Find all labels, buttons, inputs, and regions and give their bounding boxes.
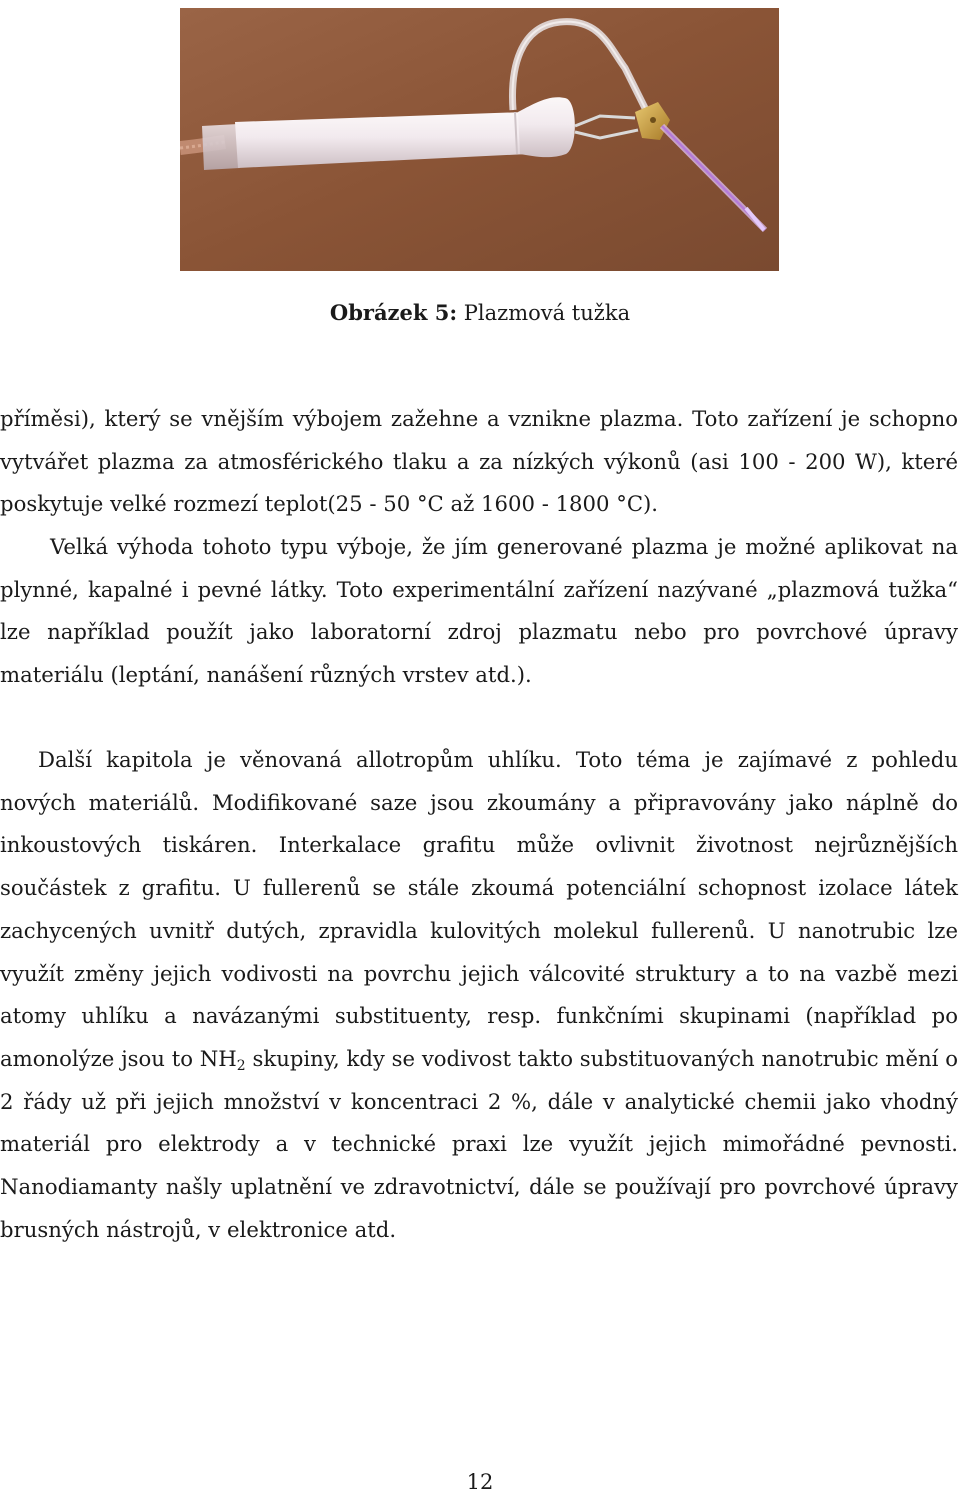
subscript-two: 2 — [236, 1057, 246, 1074]
paragraph-1-text: příměsi), který se vnějším výbojem zažehne a vznikne plazma. Toto zařízení je schopno vytvářet plazma za atmosférického tlaku a za nízkých výkonů (asi 100 - 200 W), které poskytuje velké rozmezí teplot(25 - 50 °C až 1600 - 1800 °C). — [0, 406, 958, 517]
figure-photo-plasma-pencil — [180, 8, 779, 271]
photo-sleeve — [202, 124, 240, 170]
paragraph-2-text: Velká výhoda tohoto typu výboje, že jím generované plazma je možné aplikovat na plynné, kapalné i pevné látky. Toto experimentální zařízení nazývané „plazmová tužka“ lze například použít jako laboratorní zdroj plazmatu nebo pro povrchové úpravy materiálu (leptání, nanášení různých vrstev atd.). — [0, 534, 958, 688]
paragraph-3-part-1: Další kapitola je věnovaná allotropům uhlíku. Toto téma je zajímavé z pohledu nových materiálů. Modifikované saze jsou zkoumány a připravovány jako náplně do inkoustových tiskáren. Interkalace grafitu může ovlivnit životnost nejrůznějších součástek z grafitu. U fullerenů se stále zkoumá potenciální schopnost izolace látek zachycených uvnitř dutých, zpravidla kulovitých molekul fullerenů. U nanotrubic lze využít změny jejich vodivosti na povrchu jejich válcovité struktury a to na vazbě mezi atomy uhlíku a navázanými substituenty, resp. funkčními skupinami (například po amonolýze jsou to NH — [0, 747, 958, 1071]
page-number: 12 — [466, 1470, 494, 1494]
figure-caption-label: Obrázek 5: — [329, 300, 458, 325]
figure-caption — [0, 298, 960, 328]
paragraph-1 — [0, 398, 958, 526]
paragraph-3-text — [0, 739, 958, 1251]
paragraph-3 — [0, 739, 958, 1251]
paragraph-3-part-2: skupiny, kdy se vodivost takto substituovaných nanotrubic mění o 2 řády už při jejich množství v koncentraci 2 %, dále v analytické chemii jako vhodný materiál pro elektrody a v technické praxi lze využít jejich mimořádné pevnosti. Nanodiamanty našly uplatnění ve zdravotnictví, dále se používají pro povrchové úpravy brusných nástrojů, v elektronice atd. — [0, 1045, 958, 1242]
paragraph-2 — [0, 526, 958, 697]
figure-caption-text: Plazmová tužka — [463, 301, 631, 325]
